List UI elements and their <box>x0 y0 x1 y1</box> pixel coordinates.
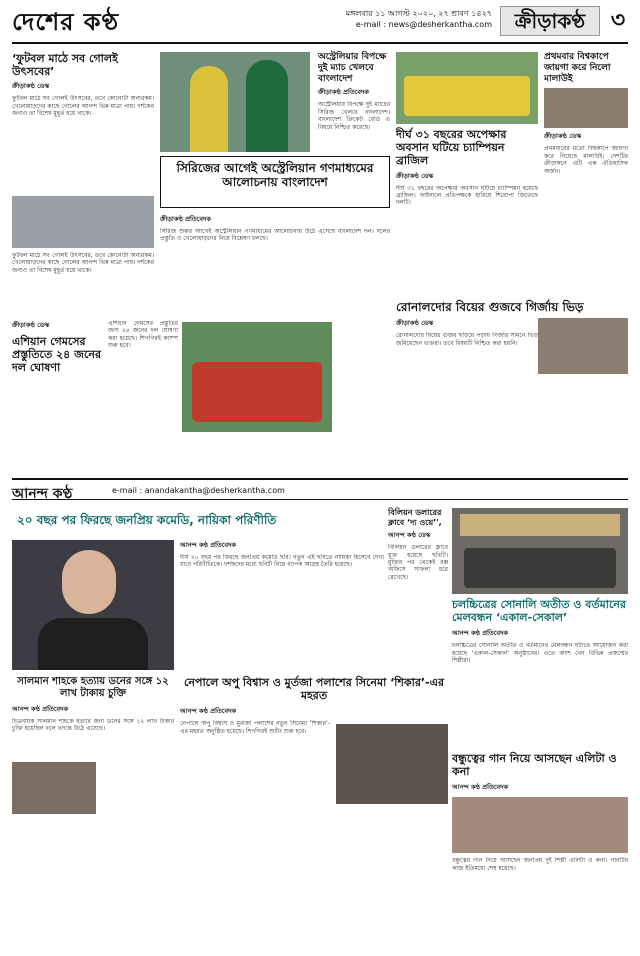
photo-brazil-team <box>396 52 538 124</box>
ent-story-1-headline-box <box>12 508 384 536</box>
date: মঙ্গলবার ১১ আগস্ট ২০২০, ২৭ শ্রাবণ ১৪২৭ <box>345 9 492 18</box>
story-body: ফুটবল মাঠে সব গোলই উৎসবের, তবে কোনোটা অন্যরকম। খেলোয়াড়দের কাছে গোলের আনন্দ ভিন্ন মাত্রা পায়। দর্শকের জন্যও তা বিশেষ মুহূর্ত হয়ে থাকে। <box>12 95 154 118</box>
stage-banner <box>460 514 620 536</box>
story-headline: সিরিজের আগেই অস্ট্রেলিয়ান গণমাধ্যমের আলোচনায় বাংলাদেশ <box>176 161 374 190</box>
story-byline: আনন্দ কণ্ঠ প্রতিবেদক <box>12 705 69 713</box>
entertainment-title: আনন্দ কণ্ঠ <box>12 486 73 502</box>
brand-left: দেশের কণ্ঠ <box>12 7 120 36</box>
player-shape-left <box>190 66 228 152</box>
ent-story-1-body <box>180 540 384 670</box>
story-headline: বিলিয়ন ডলারের ক্লাবে ‘দ্য ওয়ে’', <box>388 508 442 527</box>
sports-story-1 <box>12 52 154 192</box>
story-body: দীর্ঘ ৩১ বছরের অপেক্ষার অবসান ঘটিয়ে চ্যাম্পিয়ন হয়েছে ব্রাজিল। ফাইনালে প্রতিপক্ষকে হারিয়ে শিরোপা জিতেছে দলটি। <box>396 184 538 207</box>
sports-story-7 <box>396 300 628 476</box>
photo-cricketers <box>160 52 310 152</box>
story-headline: চলচ্চিত্রের সোনালি অতীত ও বর্তমানের মেলবন্ধন ‘একাল-সেকাল’ <box>452 598 626 625</box>
story-body: দীর্ঘ ২০ বছর পর ফিরছে জনপ্রিয় কমেডি ছবি। নতুন এই ছবিতে নায়িকা হিসেবে দেখা যাবে পরিণীতিকে। দর্শকদের মধ্যে ছবিটি নিয়ে ব্যাপক আগ্রহ তৈরি হয়েছে। <box>180 554 384 569</box>
story-headline: প্রথমবার বিশ্বকাপে জায়গা করে নিলো মালাউই <box>544 52 611 84</box>
story-body: রোনালদোর বিয়ের গুজব ছড়িয়ে পড়ায় গির্জার সামনে ভিড় জমিয়েছেন ভক্তরা। তবে বিষয়টি নিশ্চিত করা হয়নি। <box>396 332 538 347</box>
story-headline: রোনালদোর বিয়ের গুজবে গির্জায় ভিড় <box>396 300 584 314</box>
sports-story-6-body: এশিয়ান গেমসের প্রস্তুতির জন্য ২৪ জনের দল ঘোষণা করা হয়েছে। শিগগিরই ক্যাম্প শুরু হবে। <box>108 320 178 350</box>
story-headline: বন্ধুত্বের গান নিয়ে আসছেন এলিটা ও কনা <box>452 752 617 779</box>
ent-story-3 <box>12 676 174 946</box>
story-byline: ক্রীড়াকণ্ঠ ডেস্ক <box>544 132 582 141</box>
story-photo-singers <box>452 797 628 853</box>
story-photo-shikar <box>336 724 448 804</box>
story-byline: আনন্দ কণ্ঠ প্রতিবেদক <box>452 783 509 792</box>
story-body: চলচ্চিত্রের সোনালি অতীত ও বর্তমানের মেলবন্ধন ঘটাতে আয়োজন করা হয়েছে ‘একাল-সেকাল’ অনুষ্ঠানের। এতে অংশ নেন বিভিন্ন প্রজন্মের শিল্পীরা। <box>452 642 628 665</box>
page-number: ৩ <box>610 8 626 33</box>
story-photo-ronaldo <box>538 318 628 374</box>
entertainment-email: e-mail : anandakantha@desherkantha.com <box>112 486 285 495</box>
story-body: নেপালে অপু বিশ্বাস ও মুর্তজা পলাশের নতুন সিনেমা ‘শিকার’-এর মহরত অনুষ্ঠিত হয়েছে। শিগগিরই শুটিং শুরু হবে। <box>180 720 330 735</box>
actress-outfit <box>38 618 148 670</box>
actress-face <box>62 550 116 614</box>
masthead <box>12 4 628 44</box>
story-headline: ‘ফুটবল মাঠে সব গোলই উৎসবের’ <box>12 52 118 79</box>
sports-story-5-body <box>160 214 390 314</box>
story-byline: আনন্দ কণ্ঠ প্রতিবেদক <box>180 541 237 549</box>
story-byline: ক্রীড়াকণ্ঠ প্রতিবেদক <box>160 215 211 223</box>
sports-story-6 <box>12 320 104 470</box>
story-body: অস্ট্রেলিয়ার বিপক্ষে দুই ম্যাচের সিরিজ খেলবে বাংলাদেশ। বাংলাদেশ ক্রিকেট বোর্ড এ বিষয়ে নিশ্চিত করেছে। <box>318 101 390 131</box>
photo-team-training <box>182 322 332 432</box>
entertainment-header <box>12 478 628 500</box>
story-byline: ক্রীড়াকণ্ঠ ডেস্ক <box>12 321 50 329</box>
story-byline: ক্রীড়াকণ্ঠ ডেস্ক <box>396 319 434 328</box>
story-byline: আনন্দ কণ্ঠ প্রতিবেদক <box>180 707 237 716</box>
ent-story-4 <box>180 676 448 946</box>
sports-story-3 <box>396 128 538 288</box>
story-photo-football <box>12 196 154 248</box>
team-row <box>404 76 530 116</box>
story-byline: আনন্দ কণ্ঠ প্রতিবেদক <box>452 629 509 638</box>
date-line <box>262 8 492 30</box>
story-headline: নেপালে অপু বিশ্বাস ও মুর্তজা পলাশের সিনেমা ‘শিকার’-এর মহরত <box>183 676 445 703</box>
brand-right: ক্রীড়াকণ্ঠ <box>500 6 600 36</box>
story-byline: ক্রীড়াকণ্ঠ প্রতিবেদক <box>318 88 369 97</box>
story-body: বন্ধুত্বের গান নিয়ে আসছেন জনপ্রিয় দুই শিল্পী এলিটা ও কনা। গানটির কাজ ইতিমধ্যে শেষ হয়েছে। <box>452 857 628 872</box>
story-byline: ক্রীড়াকণ্ঠ ডেস্ক <box>396 171 434 180</box>
story-headline: সালমান শাহকে হত্যায় ডনের সঙ্গে ১২ লাখ টাকায় চুক্তি <box>17 676 169 699</box>
story-headline: ২০ বছর পর ফিরছে জনপ্রিয় কমেডি, নায়িকা পরিণীতি <box>17 513 277 527</box>
story-body: চিত্রনায়ক সালমান শাহকে হত্যার জন্য ডনের সঙ্গে ১২ লাখ টাকার চুক্তি হয়েছিল বলে তদন্তে উঠে এসেছে। <box>12 718 174 733</box>
story-body: বিলিয়ন ডলারের ক্লাবে যুক্ত হয়েছে ছবিটি। মুক্তির পর থেকেই বক্স অফিসে সাফল্য ধরে রেখেছে। <box>388 544 448 581</box>
photo-parineeti <box>12 540 174 670</box>
story-body: সিরিজ শুরুর আগেই অস্ট্রেলিয়ান গণমাধ্যমের আলোচনায় উঠে এসেছে বাংলাদেশ দল। দলের প্রস্তুতি ও খেলোয়াড়দের নিয়ে বিশ্লেষণ চলছে। <box>160 228 390 243</box>
story-headline: দীর্ঘ ৩১ বছরের অপেক্ষার অবসান ঘটিয়ে চ্যাম্পিয়ন ব্রাজিল <box>396 128 507 168</box>
story-photo-player <box>544 88 628 128</box>
ent-story-6 <box>452 752 628 946</box>
story-body-continued: ফুটবল মাঠে সব গোলই উৎসবের, তবে কোনোটা অন্যরকম। খেলোয়াড়দের কাছে গোলের আনন্দ ভিন্ন মাত্রা পায়। দর্শকের জন্যও তা বিশেষ মুহূর্ত হয়ে থাকে। <box>12 252 154 274</box>
player-shape-right <box>246 60 288 152</box>
masthead-email: e-mail : news@desherkantha.com <box>355 20 492 29</box>
story-byline: ক্রীড়াকণ্ঠ ডেস্ক <box>12 82 50 91</box>
sports-story-4 <box>544 52 628 302</box>
story-caption <box>12 252 154 298</box>
players-row <box>192 362 322 422</box>
story-body: প্রথমবারের মতো বিশ্বকাপে জায়গা করে নিয়েছে মালাউই। দেশটির ক্রীড়াঙ্গনে এটি এক ঐতিহাসিক অর্জন। <box>544 145 628 175</box>
story-photo-salman <box>12 762 96 814</box>
guests-row <box>464 548 616 588</box>
sports-story-5-headline-box <box>160 156 390 208</box>
story-headline: অস্ট্রেলিয়ার বিপক্ষে দুই ম্যাচ খেলবে বাংলাদেশ <box>318 52 387 84</box>
photo-ekal-sekal-event <box>452 508 628 594</box>
story-byline: আনন্দ কণ্ঠ ডেস্ক <box>388 531 431 540</box>
story-headline: এশিয়ান গেমসের প্রস্তুতিতে ২৪ জনের দল ঘোষণা <box>12 335 102 375</box>
ent-story-5 <box>452 598 628 748</box>
